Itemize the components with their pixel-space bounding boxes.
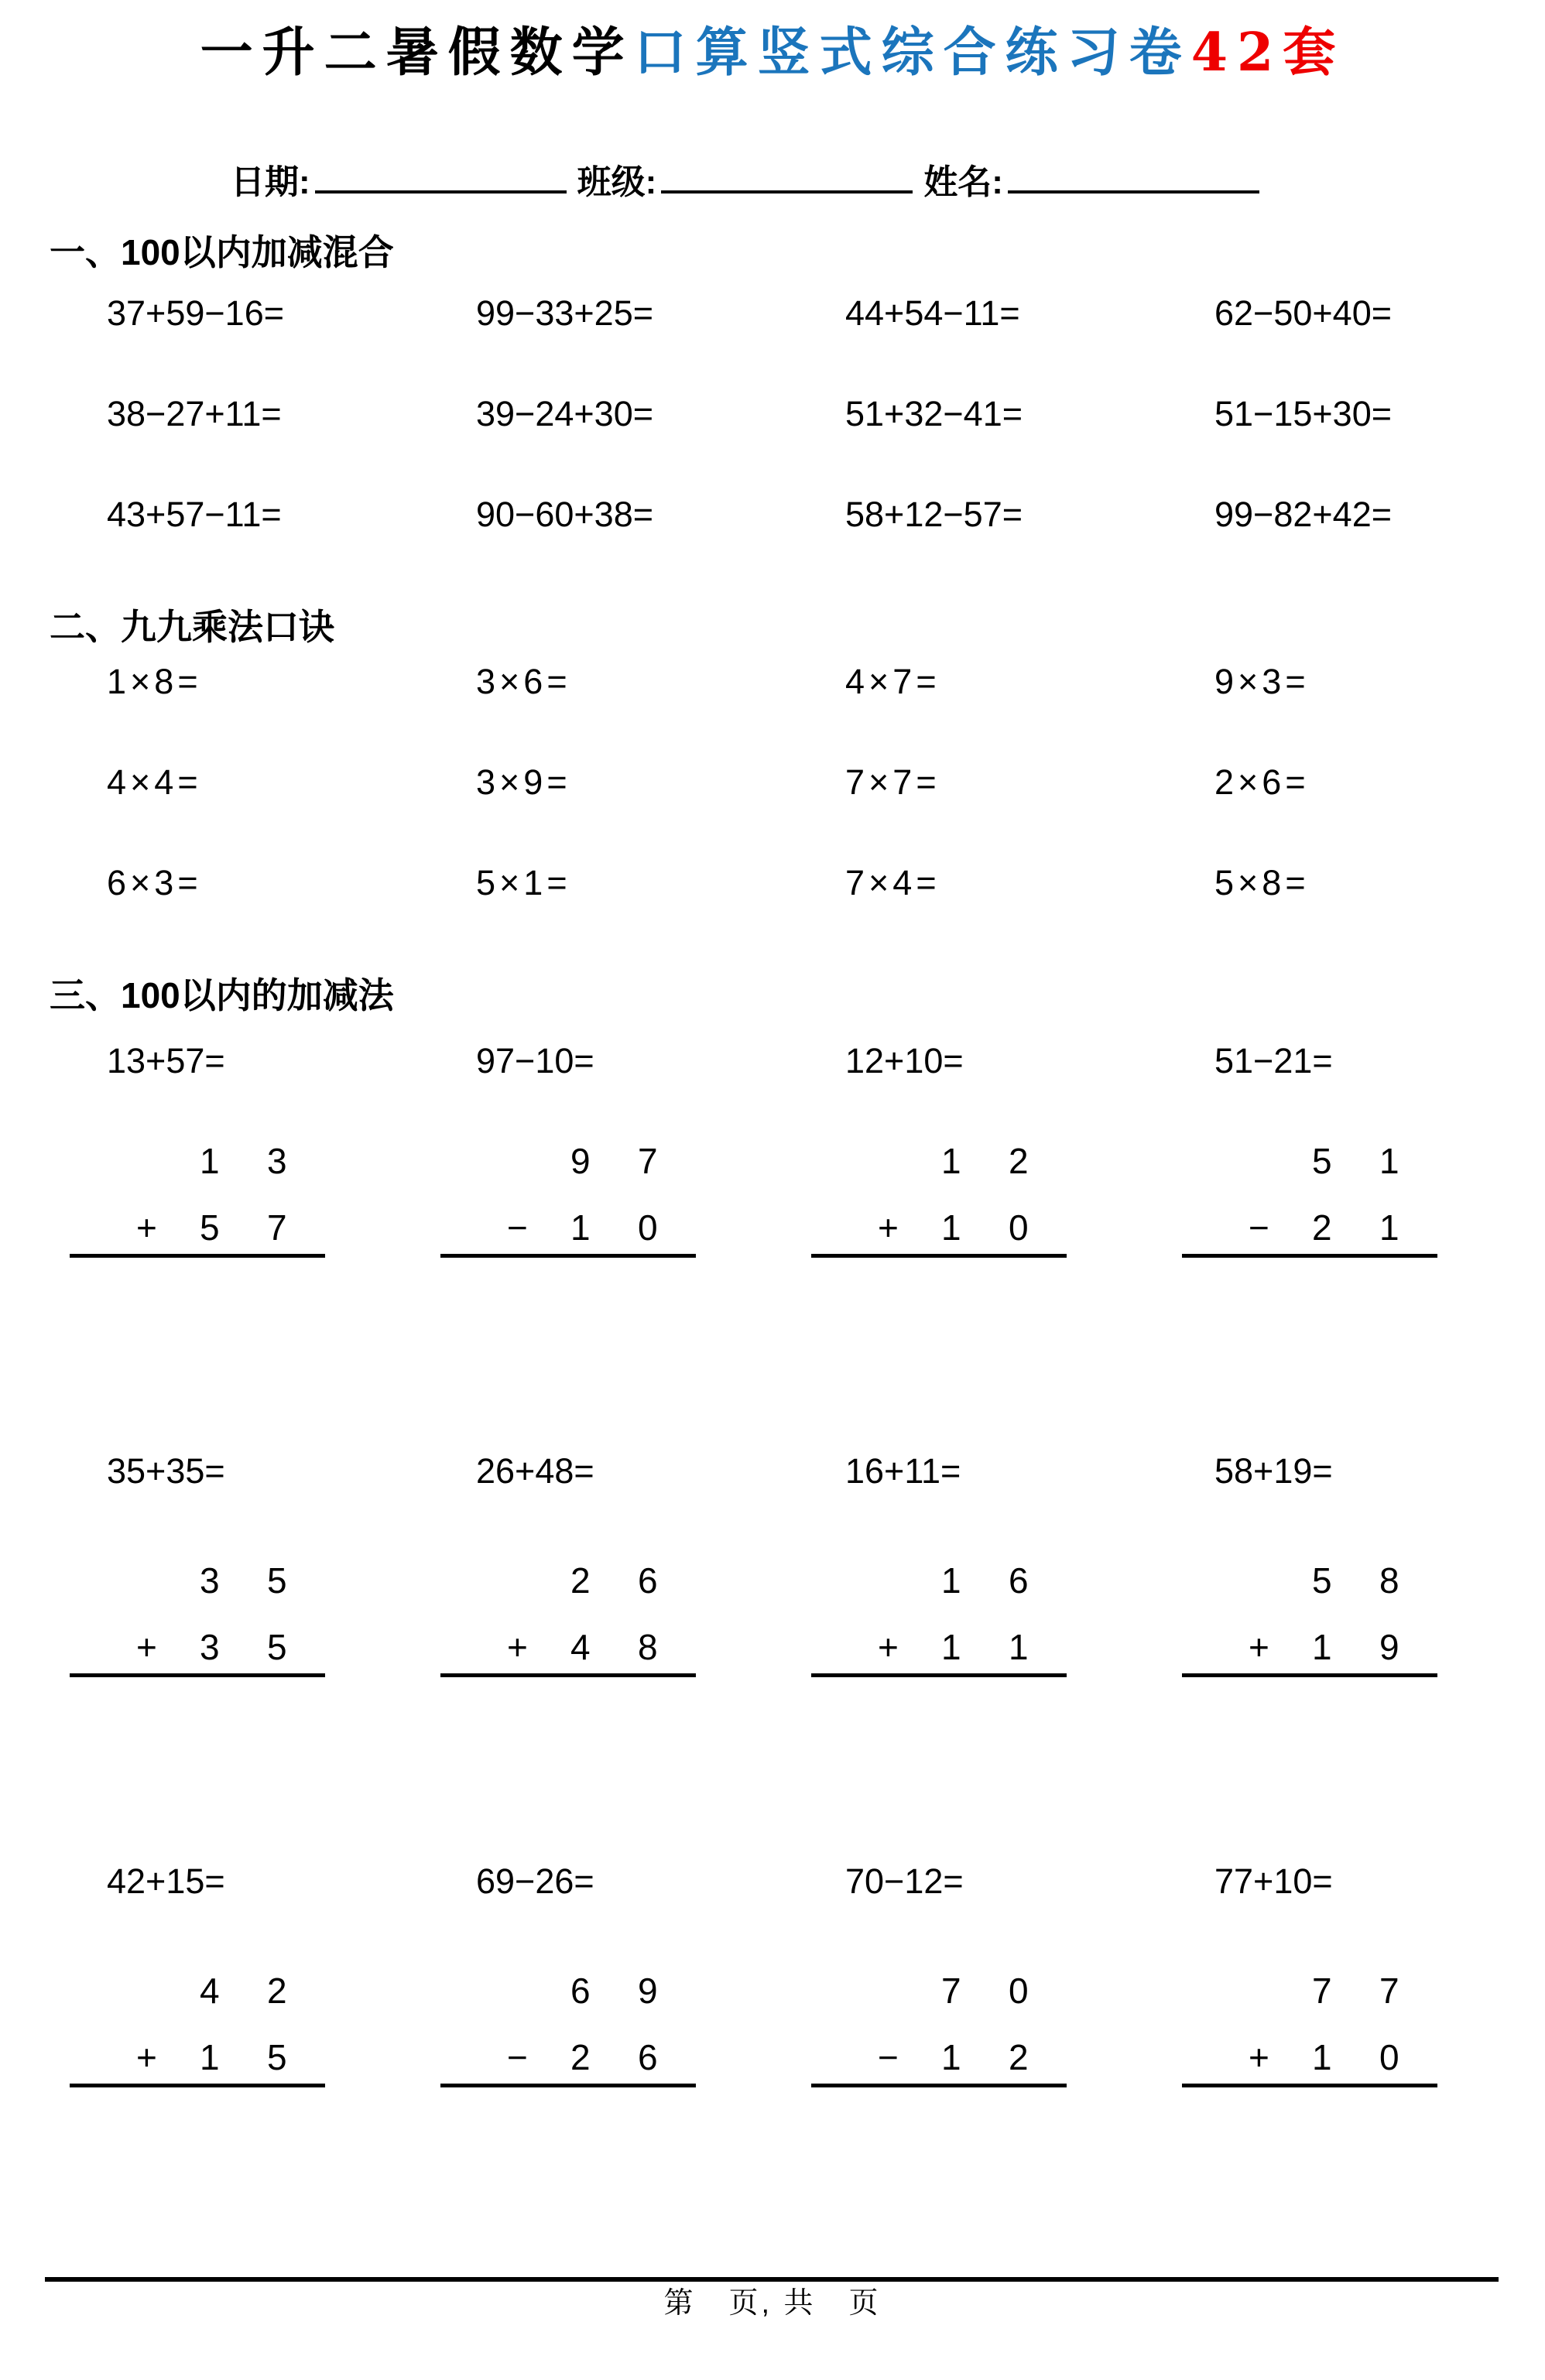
digit: 5 (267, 1560, 287, 1601)
digit: 6 (638, 2037, 658, 2077)
bottom-operand (1182, 1206, 1437, 1249)
vertical-problem (440, 1139, 696, 1258)
digit: 7 (267, 1207, 287, 1248)
digit: 5 (1312, 1560, 1332, 1601)
digit: 1 (1312, 1627, 1332, 1667)
date-label: 日期: (231, 163, 310, 201)
section3-group1-vertical (70, 1139, 1545, 1258)
top-operand (70, 1139, 325, 1183)
section3-group2-problems (107, 1452, 1545, 1491)
vertical-problem (70, 1139, 325, 1258)
digit: 3 (267, 1141, 287, 1181)
digit: 0 (1009, 1971, 1029, 2011)
problem: 4×4= (107, 762, 202, 802)
section3-heading: 三、100以内的加减法 (50, 975, 394, 1015)
problem: 70−12= (845, 1861, 964, 1901)
problem: 16+11= (845, 1451, 961, 1491)
operator: + (136, 1627, 157, 1667)
answer-line (811, 2084, 1067, 2087)
digit: 1 (941, 2037, 961, 2077)
class-label: 班级: (577, 163, 657, 201)
digit: 1 (570, 1207, 591, 1248)
problem: 13+57= (107, 1041, 225, 1080)
problem: 7×7= (845, 762, 940, 802)
digit: 1 (941, 1141, 961, 1181)
problem: 58+12−57= (845, 495, 1023, 534)
answer-line (70, 2084, 325, 2087)
section2-row2 (107, 763, 1545, 802)
problem: 5×8= (1214, 863, 1310, 902)
digit: 6 (1009, 1560, 1029, 1601)
digit: 1 (1009, 1627, 1029, 1667)
problem: 35+35= (107, 1451, 225, 1491)
name-blank-line (1008, 158, 1259, 193)
page-title (0, 20, 1545, 85)
problem: 77+10= (1214, 1861, 1333, 1901)
problem: 97−10= (476, 1041, 594, 1080)
section1-heading: 一、100以内加减混合 (50, 232, 394, 272)
title-count-text: 42套 (1190, 22, 1345, 84)
answer-line (1182, 2084, 1437, 2087)
vertical-problem (811, 1559, 1067, 1677)
problem: 12+10= (845, 1041, 964, 1080)
section2-row3 (107, 864, 1545, 902)
problem: 37+59−16= (107, 293, 284, 333)
date-blank-line (315, 158, 567, 193)
digit: 5 (1312, 1141, 1332, 1181)
problem: 99−82+42= (1214, 495, 1392, 534)
answer-line (440, 2084, 696, 2087)
meta-line (231, 158, 1270, 204)
problem: 99−33+25= (476, 293, 653, 333)
bottom-operand (811, 1206, 1067, 1249)
bottom-operand (440, 1206, 696, 1249)
problem: 6×3= (107, 863, 202, 902)
problem: 1×8= (107, 662, 202, 701)
problem: 51−15+30= (1214, 394, 1392, 433)
section3-group2-vertical (70, 1559, 1545, 1677)
digit: 8 (1379, 1560, 1399, 1601)
problem: 62−50+40= (1214, 293, 1392, 333)
problem: 90−60+38= (476, 495, 653, 534)
answer-line (440, 1673, 696, 1677)
section2-heading: 二、九九乘法口诀 (50, 607, 334, 647)
top-operand (811, 1559, 1067, 1602)
vertical-problem (1182, 1559, 1437, 1677)
section3-group1-problems (107, 1042, 1545, 1080)
digit: 1 (1312, 2037, 1332, 2077)
name-label: 姓名: (923, 163, 1003, 201)
digit: 5 (200, 1207, 220, 1248)
section3-group3-problems (107, 1862, 1545, 1901)
bottom-operand (811, 1625, 1067, 1669)
problem: 9×3= (1214, 662, 1310, 701)
problem: 51−21= (1214, 1041, 1333, 1080)
problem: 2×6= (1214, 762, 1310, 802)
digit: 9 (638, 1971, 658, 2011)
vertical-problem (1182, 1969, 1437, 2087)
problem: 51+32−41= (845, 394, 1023, 433)
problem: 44+54−11= (845, 293, 1020, 333)
operator: − (1249, 1207, 1269, 1248)
digit: 7 (638, 1141, 658, 1181)
section3-group3-vertical (70, 1969, 1545, 2087)
digit: 2 (570, 2037, 591, 2077)
bottom-operand (70, 2036, 325, 2079)
section2-row1 (107, 663, 1545, 701)
problem: 43+57−11= (107, 495, 282, 534)
operator: + (1249, 1627, 1269, 1667)
vertical-problem (70, 1969, 325, 2087)
vertical-problem (70, 1559, 325, 1677)
vertical-problem (811, 1139, 1067, 1258)
top-operand (440, 1559, 696, 1602)
vertical-problem (811, 1969, 1067, 2087)
bottom-operand (440, 1625, 696, 1669)
operator: + (507, 1627, 528, 1667)
operator: − (507, 2037, 528, 2077)
problem: 69−26= (476, 1861, 594, 1901)
vertical-problem (1182, 1139, 1437, 1258)
digit: 2 (1009, 2037, 1029, 2077)
operator: − (507, 1207, 528, 1248)
digit: 3 (200, 1560, 220, 1601)
digit: 6 (638, 1560, 658, 1601)
digit: 8 (638, 1627, 658, 1667)
operator: + (1249, 2037, 1269, 2077)
answer-line (1182, 1254, 1437, 1258)
answer-line (1182, 1673, 1437, 1677)
digit: 1 (941, 1560, 961, 1601)
problem: 38−27+11= (107, 394, 282, 433)
answer-line (811, 1673, 1067, 1677)
digit: 1 (941, 1627, 961, 1667)
digit: 5 (267, 1627, 287, 1667)
problem: 39−24+30= (476, 394, 653, 433)
footer-divider (45, 2277, 1499, 2282)
operator: + (136, 1207, 157, 1248)
digit: 0 (638, 1207, 658, 1248)
digit: 1 (1379, 1141, 1399, 1181)
top-operand (1182, 1139, 1437, 1183)
top-operand (1182, 1969, 1437, 2012)
digit: 9 (1379, 1627, 1399, 1667)
top-operand (440, 1139, 696, 1183)
answer-line (70, 1254, 325, 1258)
digit: 6 (570, 1971, 591, 2011)
section1-row1 (107, 294, 1545, 333)
class-blank-line (661, 158, 913, 193)
digit: 1 (1379, 1207, 1399, 1248)
digit: 1 (200, 1141, 220, 1181)
page-footer: 第 页, 共 页 (663, 2287, 882, 2320)
operator: − (878, 2037, 899, 2077)
problem: 4×7= (845, 662, 940, 701)
title-subject-text: 口算竖式综合练习卷 (633, 22, 1191, 84)
problem: 3×9= (476, 762, 571, 802)
section1-row2 (107, 395, 1545, 433)
top-operand (1182, 1559, 1437, 1602)
title-grade-text: 一升二暑假数学 (200, 22, 634, 84)
digit: 7 (1379, 1971, 1399, 2011)
problem: 3×6= (476, 662, 571, 701)
operator: + (878, 1207, 899, 1248)
top-operand (811, 1969, 1067, 2012)
digit: 0 (1009, 1207, 1029, 1248)
problem: 7×4= (845, 863, 940, 902)
problem: 26+48= (476, 1451, 594, 1491)
digit: 0 (1379, 2037, 1399, 2077)
digit: 4 (200, 1971, 220, 2011)
digit: 3 (200, 1627, 220, 1667)
problem: 42+15= (107, 1861, 225, 1901)
bottom-operand (1182, 1625, 1437, 1669)
digit: 5 (267, 2037, 287, 2077)
digit: 7 (1312, 1971, 1332, 2011)
digit: 2 (570, 1560, 591, 1601)
bottom-operand (70, 1206, 325, 1249)
answer-line (440, 1254, 696, 1258)
digit: 1 (941, 1207, 961, 1248)
answer-line (811, 1254, 1067, 1258)
bottom-operand (1182, 2036, 1437, 2079)
top-operand (70, 1559, 325, 1602)
digit: 1 (200, 2037, 220, 2077)
bottom-operand (440, 2036, 696, 2079)
answer-line (70, 1673, 325, 1677)
bottom-operand (70, 1625, 325, 1669)
digit: 2 (267, 1971, 287, 2011)
vertical-problem (440, 1969, 696, 2087)
vertical-problem (440, 1559, 696, 1677)
operator: + (878, 1627, 899, 1667)
problem: 5×1= (476, 863, 571, 902)
operator: + (136, 2037, 157, 2077)
section1-row3 (107, 495, 1545, 534)
digit: 2 (1009, 1141, 1029, 1181)
digit: 2 (1312, 1207, 1332, 1248)
problem: 58+19= (1214, 1451, 1333, 1491)
digit: 9 (570, 1141, 591, 1181)
digit: 4 (570, 1627, 591, 1667)
digit: 7 (941, 1971, 961, 2011)
top-operand (70, 1969, 325, 2012)
bottom-operand (811, 2036, 1067, 2079)
top-operand (811, 1139, 1067, 1183)
top-operand (440, 1969, 696, 2012)
